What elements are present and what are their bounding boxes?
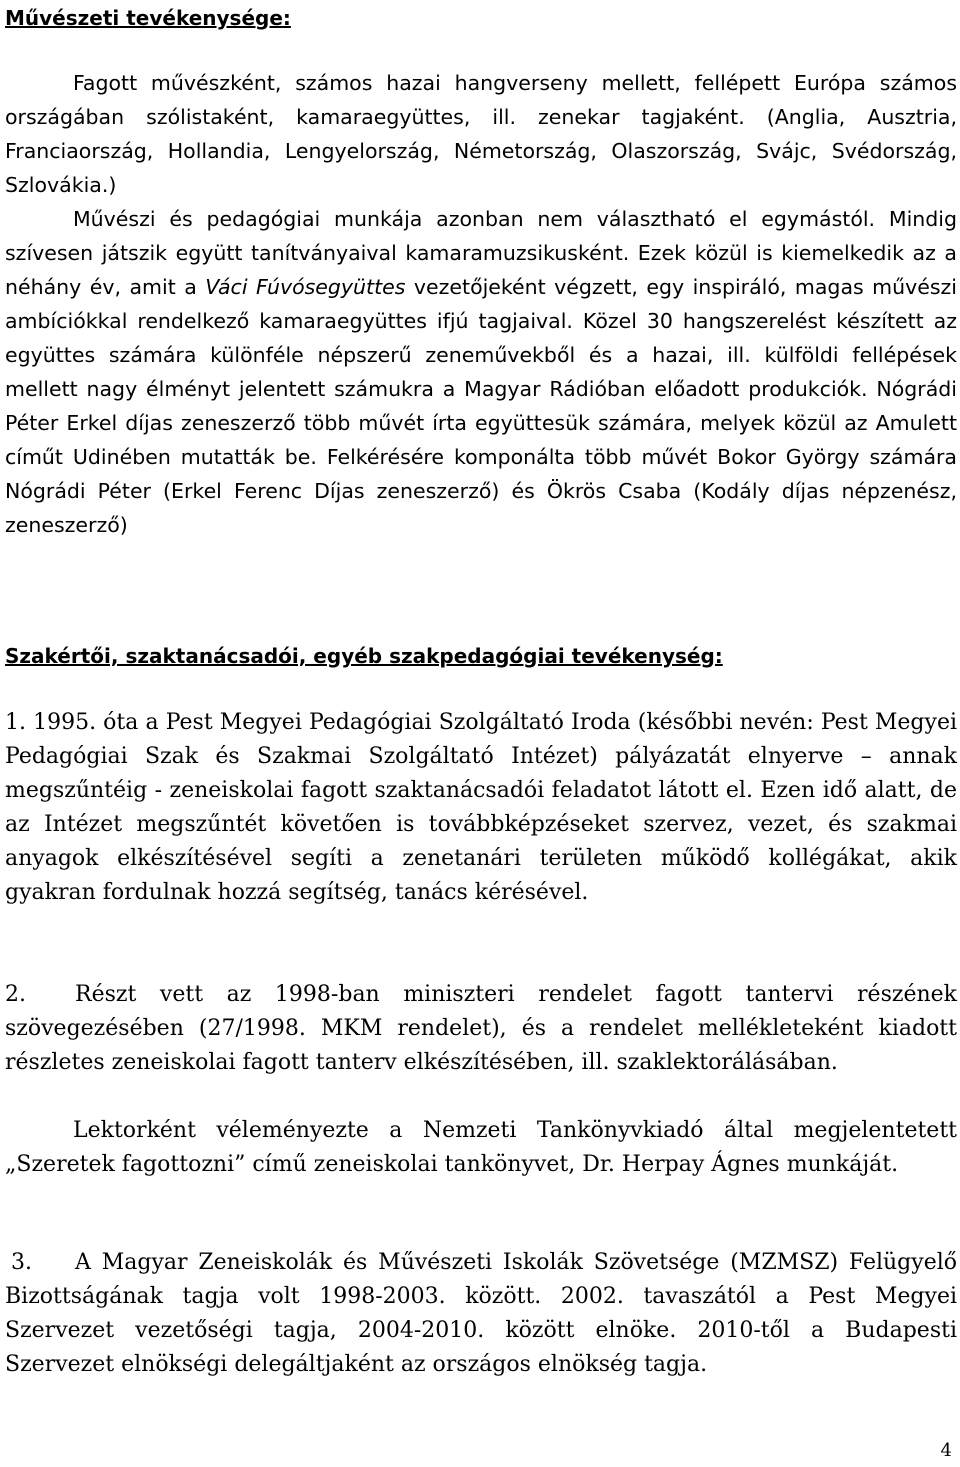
list-item-1 xyxy=(5,706,957,910)
list-item-1-number: 1. xyxy=(5,710,26,735)
list-item-3-text: A Magyar Zeneiskolák és Művészeti Iskolák Szövetsége (MZMSZ) Felügyelő Bizottságának tagja volt 1998-2003. között. 2002. tavaszától a Pest Megyei Szervezet vezetőségi tagja, 2004-2010. között elnöke. 2010-től a Budapesti Szervezet elnökségi delegáltjaként az országos elnökség tagja. xyxy=(5,1250,957,1377)
page-number: 4 xyxy=(940,1440,952,1461)
paragraph-performances: Fagott művészként, számos hazai hangverseny mellett, fellépett Európa számos országában szólistaként, kamaraegyüttes, ill. zenekar tagjaként. (Anglia, Ausztria, Franciaország, Hollandia, Lengyelország, Németország, Olaszország, Svájc, Svédország, Szlovákia.) xyxy=(5,71,957,197)
list-item-3-number: 3. xyxy=(11,1250,32,1275)
paragraph-ensemble xyxy=(5,202,957,542)
ensemble-name-italic: Váci Fúvósegyüttes xyxy=(205,275,406,299)
list-item-2-number: 2. xyxy=(5,982,26,1007)
list-item-3 xyxy=(5,1246,957,1382)
list-item-2-continuation: Lektorként véleményezte a Nemzeti Tankönyvkiadó által megjelentetett „Szeretek fagottozni” című zeneiskolai tankönyvet, Dr. Herpay Ágnes munkáját. xyxy=(5,1118,957,1177)
list-item-2 xyxy=(5,978,957,1080)
section-heading-artistic: Művészeti tevékenysége: xyxy=(5,6,291,30)
paragraph-ensemble-text-c: vezetőjeként végzett, egy inspiráló, magas művészi ambíciókkal rendelkező kamaraegyüttes ifjú tagjaival. Közel 30 hangszerelést készített az együttes számára különféle népszerű zeneművekből és a hazai, ill. külföldi fellépések mellett nagy élményt jelentett számukra a Magyar Rádióban előadott produkciók. Nógrádi Péter Erkel díjas zeneszerző több művét írta együttesük számára, melyek közül az Amulett címűt Udinében mutatták be. Felkérésére komponálta több művét Bokor György számára Nógrádi Péter (Erkel Ferenc Díjas zeneszerző) és Ökrös Csaba (Kodály díjas népzenész, zeneszerző) xyxy=(5,275,957,537)
list-item-2-text: Részt vett az 1998-ban miniszteri rendelet fagott tantervi részének szövegezésében (27/1998. MKM rendelet), és a rendelet mellékleteként kiadott részletes zeneiskolai fagott tanterv elkészítésében, ill. szaklektorálásában. xyxy=(5,982,957,1075)
list-item-1-text: 1995. óta a Pest Megyei Pedagógiai Szolgáltató Iroda (későbbi nevén: Pest Megyei Pedagógiai Szak és Szakmai Szolgáltató Intézet) pályázatát elnyerve – annak megszűntéig - zeneiskolai fagott szaktanácsadói feladatot látott el. Ezen idő alatt, de az Intézet megszűntét követően is továbbképzéseket szervez, vezet, és szakmai anyagok elkészítésével segíti a zenetanári területen működő kollégákat, akik gyakran fordulnak hozzá segítség, tanács kérésével. xyxy=(5,710,958,905)
document-page xyxy=(5,0,957,1467)
paragraph-ensemble-text-b: Ezek közül is kiemelkedik az a néhány év, amit a xyxy=(5,241,957,299)
paragraph-ensemble-text-a: Művészi és pedagógiai munkája azonban nem választható el egymástól. Mindig szívesen játszik együtt tanítványaival kamaramuzsikusként. xyxy=(5,207,957,265)
section-heading-expert: Szakértői, szaktanácsadói, egyéb szakpedagógiai tevékenység: xyxy=(5,644,723,668)
